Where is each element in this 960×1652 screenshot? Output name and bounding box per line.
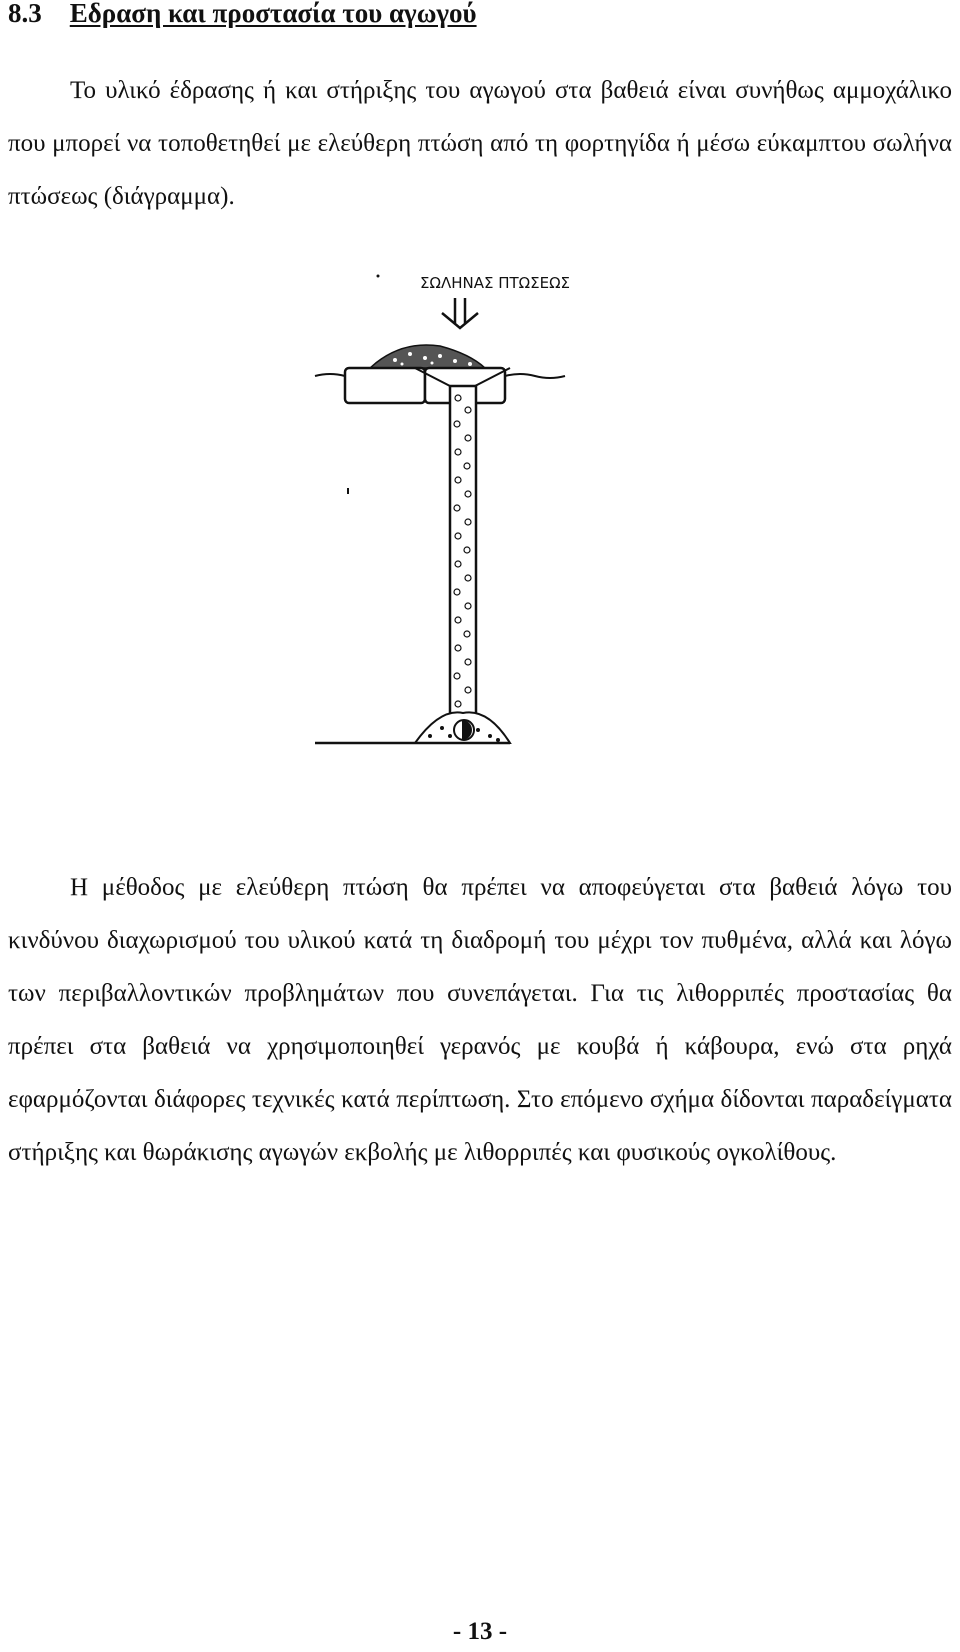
arrow-down-icon xyxy=(442,298,478,328)
page-number: - 13 - xyxy=(452,1618,508,1645)
section-title: Εδραση και προστασία του αγωγού xyxy=(69,0,477,28)
section-number: 8.3 xyxy=(8,0,42,28)
paragraph-1: Το υλικό έδρασης ή και στήριξης του αγωγού στα βαθειά είναι συνήθως αμμοχάλικο που μπορεί να τοποθετηθεί με ελεύθερη πτώση από τη φορτηγίδα ή μέσω εύκαμπτου σωλήνα πτώσεως (διάγραμμα). xyxy=(8,77,952,210)
section-heading xyxy=(8,0,477,29)
fall-pipe xyxy=(450,386,476,726)
paragraph-2: Η μέθοδος με ελεύθερη πτώση θα πρέπει να αποφεύγεται στα βαθειά λόγω του κινδύνου διαχωρισμού του υλικού κατά τη διαδρομή του μέχρι τον πυθμένα, αλλά και λόγω των περιβαλλοντικών προβλημάτων που συνεπάγεται. Για τις λιθορριπές προστασίας θα πρέπει στα βαθειά να χρησιμοποιηθεί γερανός με κουβά ή κάβουρα, ενώ στα ρηχά εφαρμόζονται διάφορες τεχνικές κατά περίπτωση. Στο επόμενο σχήμα δίδονται παραδείγματα στήριξης και θωράκισης αγωγών εκβολής με λιθορριπές και φυσικούς ογκολίθους. xyxy=(8,874,952,1166)
fall-pipe-diagram xyxy=(300,268,640,798)
diagram-label: ΣΩΛΗΝΑΣ ΠΤΩΣΕΩΣ xyxy=(420,274,571,292)
gravel-pile xyxy=(370,345,485,368)
